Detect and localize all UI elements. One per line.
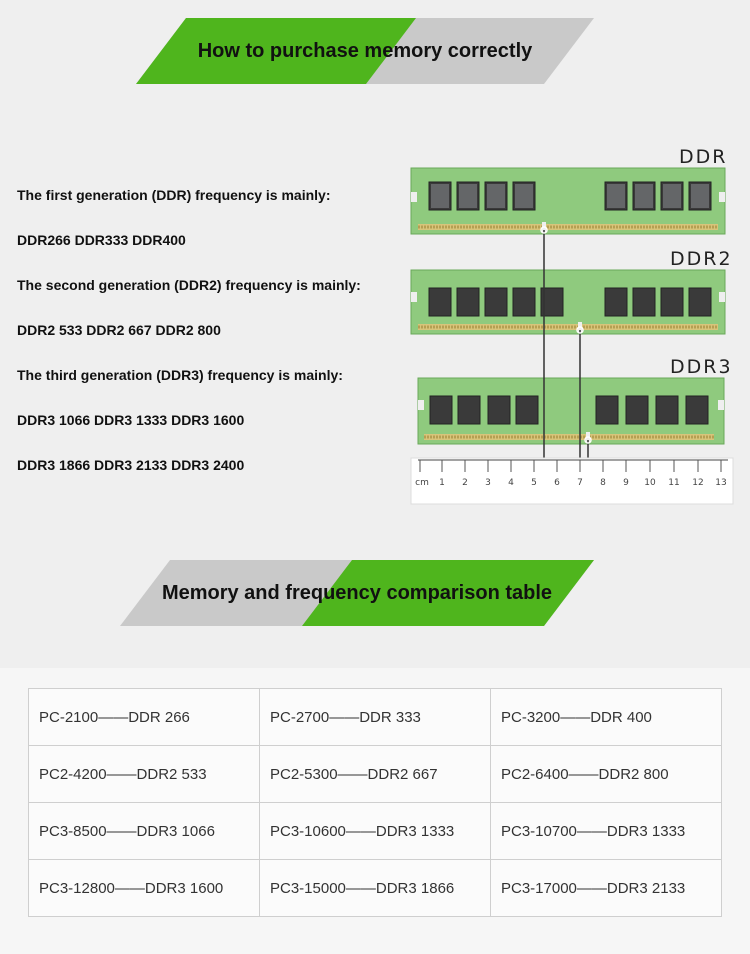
ddr-generation-heading: The first generation (DDR) frequency is mainly:: [17, 187, 331, 203]
ruler-number: 2: [462, 478, 468, 488]
ddr-label: DDR: [679, 146, 728, 168]
ruler-number: 5: [531, 478, 537, 488]
ruler-number: 1: [439, 478, 445, 488]
ruler-number: 7: [577, 478, 583, 488]
ruler-number: 12: [692, 478, 704, 488]
ruler: [411, 458, 733, 504]
ruler-number: 11: [668, 478, 680, 488]
comparison-table-section: [0, 668, 750, 954]
table-row: [29, 746, 722, 803]
ddr2-generation-heading: The second generation (DDR2) frequency is mainly:: [17, 277, 361, 293]
ruler-number: 4: [508, 478, 514, 488]
ram-modules-illustration: [408, 140, 738, 510]
ddr3-generation-heading: The third generation (DDR3) frequency is mainly:: [17, 367, 343, 383]
ddr3-frequencies-line2: DDR3 1866 DDR3 2133 DDR3 2400: [17, 457, 245, 473]
purchase-guide-title: How to purchase memory correctly: [197, 39, 533, 62]
ddr2-label: DDR2: [670, 248, 733, 270]
ruler-number: 6: [554, 478, 560, 488]
comparison-table-title: Memory and frequency comparison table: [161, 581, 553, 604]
table-cell: PC3-10600——DDR3 1333: [260, 803, 491, 860]
table-cell: PC3-8500——DDR3 1066: [29, 803, 260, 860]
comparison-table-wrapper: [28, 688, 722, 914]
ddr2-frequencies: DDR2 533 DDR2 667 DDR2 800: [17, 322, 221, 338]
ddr-frequencies: DDR266 DDR333 DDR400: [17, 232, 186, 248]
ruler-number: 8: [600, 478, 606, 488]
ruler-number: 10: [644, 478, 656, 488]
ruler-number: 9: [623, 478, 629, 488]
table-row: [29, 803, 722, 860]
table-cell: PC2-6400——DDR2 800: [491, 746, 722, 803]
table-cell: PC-2100——DDR 266: [29, 689, 260, 746]
table-cell: PC3-12800——DDR3 1600: [29, 860, 260, 917]
table-cell: PC2-5300——DDR2 667: [260, 746, 491, 803]
table-row: [29, 689, 722, 746]
table-cell: PC3-17000——DDR3 2133: [491, 860, 722, 917]
table-row: [29, 860, 722, 917]
purchase-guide-banner: [136, 18, 594, 84]
ruler-number: 3: [485, 478, 491, 488]
memory-frequency-table: [28, 688, 722, 917]
table-cell: PC3-15000——DDR3 1866: [260, 860, 491, 917]
table-cell: PC-3200——DDR 400: [491, 689, 722, 746]
comparison-table-banner: [120, 560, 594, 626]
ram-drawing: [408, 140, 738, 510]
ddr3-module: [418, 378, 724, 444]
ddr3-label: DDR3: [670, 356, 733, 378]
ddr2-module: [411, 270, 725, 334]
ruler-unit: cm: [415, 478, 429, 488]
ddr-module: [411, 168, 725, 234]
table-cell: PC3-10700——DDR3 1333: [491, 803, 722, 860]
table-cell: PC-2700——DDR 333: [260, 689, 491, 746]
table-cell: PC2-4200——DDR2 533: [29, 746, 260, 803]
ddr3-frequencies-line1: DDR3 1066 DDR3 1333 DDR3 1600: [17, 412, 245, 428]
ruler-number: 13: [715, 478, 727, 488]
